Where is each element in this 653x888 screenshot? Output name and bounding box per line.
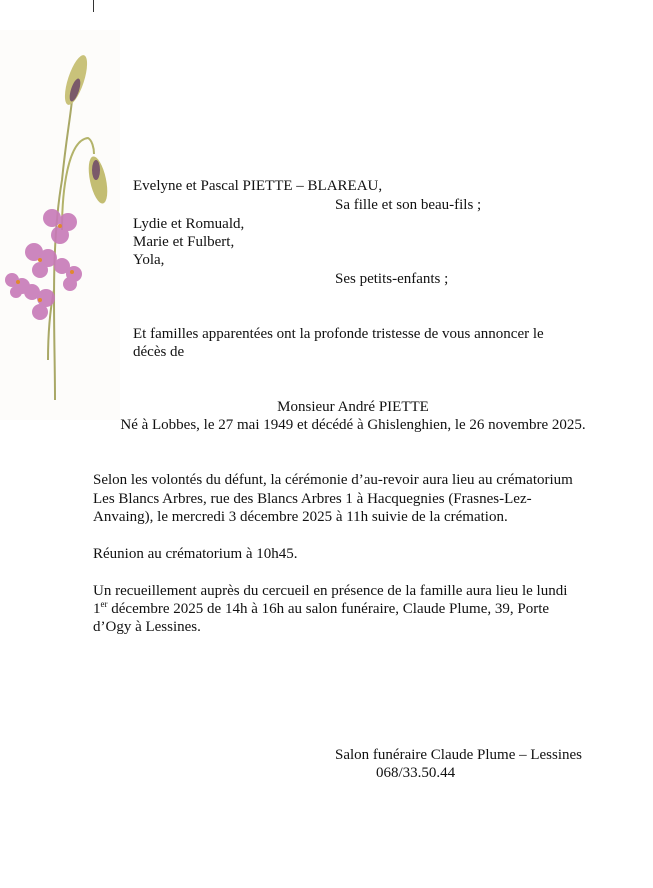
announce-line-2: décès de <box>133 344 185 360</box>
viewing-line-2-rest: décembre 2025 de 14h à 16h au salon funéraire, Claude Plume, 39, Porte <box>107 601 550 617</box>
viewing-line-2 <box>93 600 549 618</box>
viewing-line-1: Un recueillement auprès du cercueil en présence de la famille aura lieu le lundi <box>93 583 568 599</box>
viewing-day: 1 <box>93 601 101 617</box>
grandchild-1: Lydie et Romuald, <box>133 216 245 232</box>
family-role-1: Sa fille et son beau-fils ; <box>335 197 482 213</box>
deceased-name: Monsieur André PIETTE <box>277 399 429 415</box>
flower-illustration <box>0 30 120 420</box>
funeral-home-name: Salon funéraire Claude Plume – Lessines <box>335 747 583 763</box>
viewing-line-3: d’Ogy à Lessines. <box>93 619 201 635</box>
grandchild-3: Yola, <box>133 252 165 268</box>
funeral-home-phone: 068/33.50.44 <box>376 765 456 781</box>
deceased-dates: Né à Lobbes, le 27 mai 1949 et décédé à Ghislenghien, le 26 novembre 2025. <box>120 417 586 433</box>
ceremony-line-2: Les Blancs Arbres, rue des Blancs Arbres 1 à Hacquegnies (Frasnes-Lez- <box>93 491 532 507</box>
family-role-2: Ses petits-enfants ; <box>335 271 449 287</box>
family-line-1: Evelyne et Pascal PIETTE – BLAREAU, <box>133 178 383 194</box>
ceremony-line-3: Anvaing), le mercredi 3 décembre 2025 à 11h suivie de la crémation. <box>93 509 508 525</box>
grandchild-2: Marie et Fulbert, <box>133 234 235 250</box>
viewing-day-suffix: er <box>100 599 108 609</box>
ceremony-line-1: Selon les volontés du défunt, la cérémonie d’au-revoir aura lieu au crématorium <box>93 472 573 488</box>
announce-line-1: Et familles apparentées ont la profonde tristesse de vous annoncer le <box>133 326 544 342</box>
meeting-text: Réunion au crématorium à 10h45. <box>93 546 298 562</box>
text-cursor <box>93 0 94 12</box>
